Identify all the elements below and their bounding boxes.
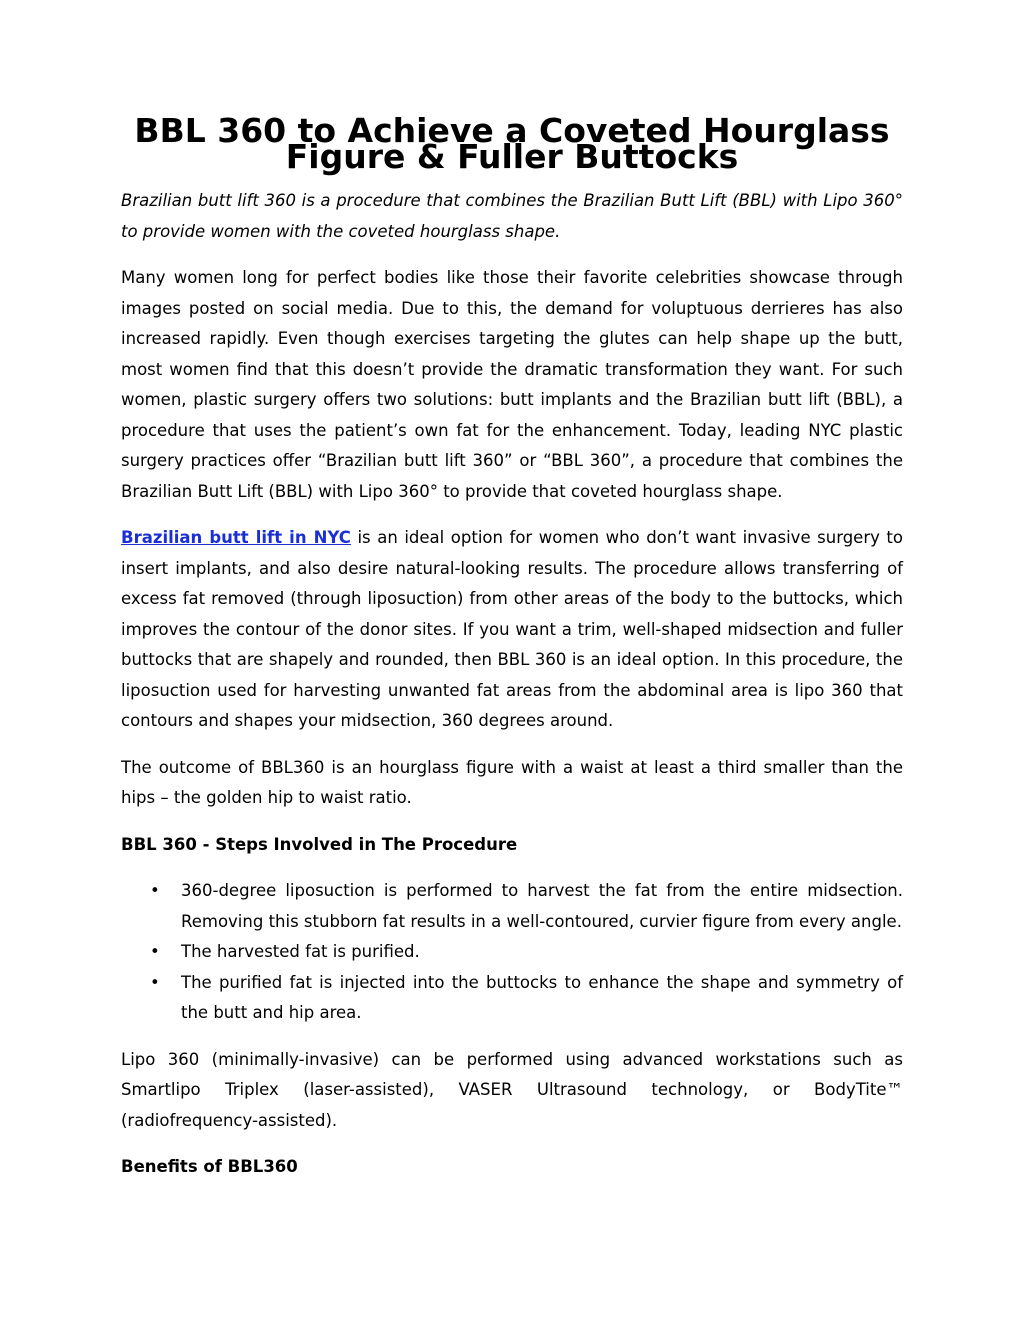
benefits-heading: Benefits of BBL360 — [121, 1157, 298, 1176]
steps-list — [121, 876, 903, 1029]
page-title: BBL 360 to Achieve a Coveted Hourglass Figure & Fuller Buttocks — [134, 111, 890, 176]
body-paragraph-1: Many women long for perfect bodies like those their favorite celebrities showcase through images posted on social media. Due to this, the demand for voluptuous derrieres has also increased rapidly. Even though exercises targeting the glutes can help shape up the butt, most women find that this doesn’t provide the dramatic transformation they want. For such women, plastic surgery offers two solutions: butt implants and the Brazilian butt lift (BBL), a procedure that uses the patient’s own fat for the enhancement. Today, leading NYC plastic surgery practices offer “Brazilian butt lift 360” or “BBL 360”, a procedure that combines the Brazilian Butt Lift (BBL) with Lipo 360° to provide that coveted hourglass shape. — [121, 268, 903, 501]
bullet-icon: • — [150, 972, 160, 992]
list-item — [121, 937, 903, 968]
body-paragraph-4: Lipo 360 (minimally-invasive) can be performed using advanced workstations such as Smartlipo Triplex (laser-assisted), VASER Ultrasound technology, or BodyTite™ (radiofrequency-assisted). — [121, 1049, 903, 1130]
list-item-text: The purified fat is injected into the buttocks to enhance the shape and symmetry of the butt and hip area. — [181, 972, 903, 1022]
list-item-text: 360-degree liposuction is performed to harvest the fat from the entire midsection. Removing this stubborn fat results in a well-contoured, curvier figure from every angle. — [181, 881, 903, 931]
bbl-nyc-link[interactable]: Brazilian butt lift in NYC — [121, 528, 351, 547]
intro-paragraph: Brazilian butt lift 360 is a procedure that combines the Brazilian Butt Lift (BBL) with Lipo 360° to provide women with the coveted hourglass shape. — [121, 191, 903, 241]
bullet-icon: • — [150, 942, 160, 961]
list-item — [121, 876, 903, 937]
bullet-icon: • — [150, 881, 160, 900]
steps-heading: BBL 360 - Steps Involved in The Procedure — [121, 834, 518, 854]
body-paragraph-2-text: is an ideal option for women who don’t want invasive surgery to insert implants, and also desire natural-looking results. The procedure allows transferring of excess fat removed (through liposuction) from other areas of the body to the buttocks, which improves the contour of the donor sites. If you want a trim, well-shaped midsection and fuller buttocks that are shapely and rounded, then BBL 360 is an ideal option. In this procedure, the liposuction used for harvesting unwanted fat areas from the abdominal area is lipo 360 that contours and shapes your midsection, 360 degrees around. — [121, 528, 903, 730]
document-page — [121, 111, 903, 1199]
list-item-text: The harvested fat is purified. — [181, 942, 420, 961]
body-paragraph-3: The outcome of BBL360 is an hourglass figure with a waist at least a third smaller than the hips – the golden hip to waist ratio. — [121, 757, 903, 807]
list-item — [121, 968, 903, 1029]
body-paragraph-2 — [121, 523, 903, 737]
